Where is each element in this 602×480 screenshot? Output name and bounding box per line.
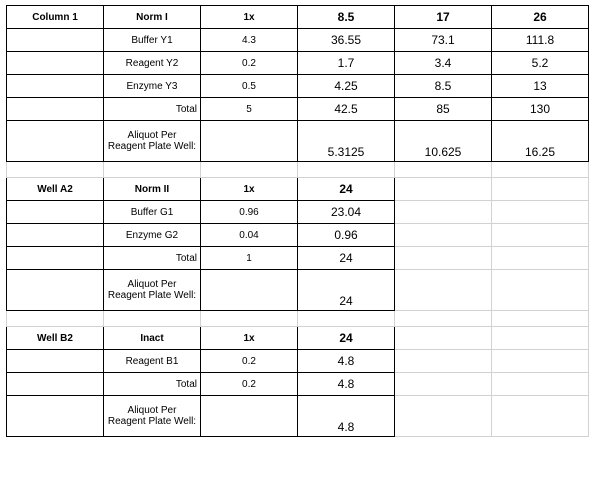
cell-empty[interactable] [201, 270, 298, 311]
cell-empty[interactable] [7, 75, 104, 98]
cell-multiplier[interactable]: 1x [201, 178, 298, 201]
cell-empty[interactable] [7, 201, 104, 224]
cell-sample-count[interactable]: 17 [395, 6, 492, 29]
cell-volume[interactable]: 24 [298, 247, 395, 270]
cell-section-label[interactable]: Well A2 [7, 178, 104, 201]
cell-empty[interactable] [395, 247, 492, 270]
cell-empty[interactable] [492, 201, 589, 224]
cell-empty[interactable] [395, 224, 492, 247]
cell-multiplier[interactable]: 1x [201, 6, 298, 29]
table-row [7, 75, 589, 98]
cell-volume[interactable]: 1 [201, 247, 298, 270]
cell-aliquot-value[interactable]: 4.8 [298, 396, 395, 437]
cell-reagent-name[interactable]: Enzyme G2 [104, 224, 201, 247]
cell-volume[interactable]: 36.55 [298, 29, 395, 52]
section2-header-row [7, 178, 589, 201]
cell-empty[interactable] [492, 311, 589, 327]
cell-section-label[interactable]: Well B2 [7, 327, 104, 350]
aliquot-row [7, 270, 589, 311]
cell-volume[interactable]: 0.2 [201, 350, 298, 373]
cell-empty[interactable] [7, 121, 104, 162]
cell-aliquot-label[interactable] [104, 396, 201, 437]
cell-empty[interactable] [395, 327, 492, 350]
aliquot-label-line1: Aliquot Per [127, 405, 177, 416]
cell-volume[interactable]: 85 [395, 98, 492, 121]
cell-reagent-name[interactable]: Enzyme Y3 [104, 75, 201, 98]
cell-empty[interactable] [492, 350, 589, 373]
cell-sample-count[interactable]: 26 [492, 6, 589, 29]
cell-aliquot-label[interactable] [104, 121, 201, 162]
cell-empty[interactable] [104, 311, 201, 327]
cell-volume[interactable]: 0.96 [298, 224, 395, 247]
cell-total-label[interactable]: Total [104, 247, 201, 270]
cell-empty[interactable] [492, 224, 589, 247]
cell-section-label[interactable]: Column 1 [7, 6, 104, 29]
cell-sample-count[interactable]: 24 [298, 327, 395, 350]
cell-volume[interactable]: 4.8 [298, 373, 395, 396]
aliquot-label-line2: Reagent Plate Well: [107, 141, 197, 152]
cell-volume[interactable]: 1.7 [298, 52, 395, 75]
cell-empty[interactable] [395, 373, 492, 396]
cell-empty[interactable] [395, 396, 492, 437]
cell-empty[interactable] [492, 162, 589, 178]
cell-empty[interactable] [7, 98, 104, 121]
cell-empty[interactable] [395, 270, 492, 311]
cell-empty[interactable] [492, 247, 589, 270]
cell-empty[interactable] [298, 162, 395, 178]
table-row [7, 29, 589, 52]
cell-aliquot-label[interactable] [104, 270, 201, 311]
total-row [7, 98, 589, 121]
table-row [7, 224, 589, 247]
total-row [7, 247, 589, 270]
cell-volume[interactable]: 0.5 [201, 75, 298, 98]
cell-empty[interactable] [492, 396, 589, 437]
cell-volume[interactable]: 73.1 [395, 29, 492, 52]
cell-empty[interactable] [395, 162, 492, 178]
cell-volume[interactable]: 23.04 [298, 201, 395, 224]
cell-volume[interactable]: 5.2 [492, 52, 589, 75]
cell-norm-name[interactable]: Norm II [104, 178, 201, 201]
cell-empty[interactable] [395, 311, 492, 327]
cell-empty[interactable] [7, 270, 104, 311]
cell-norm-name[interactable]: Norm I [104, 6, 201, 29]
cell-volume[interactable]: 0.2 [201, 52, 298, 75]
cell-empty[interactable] [201, 396, 298, 437]
cell-aliquot-value[interactable]: 24 [298, 270, 395, 311]
cell-empty[interactable] [7, 311, 104, 327]
total-row [7, 373, 589, 396]
cell-sample-count[interactable]: 8.5 [298, 6, 395, 29]
cell-volume[interactable]: 4.3 [201, 29, 298, 52]
cell-total-label[interactable]: Total [104, 98, 201, 121]
cell-volume[interactable]: 111.8 [492, 29, 589, 52]
cell-empty[interactable] [7, 350, 104, 373]
aliquot-row [7, 396, 589, 437]
cell-empty[interactable] [492, 373, 589, 396]
aliquot-label-line2: Reagent Plate Well: [107, 416, 197, 427]
cell-volume[interactable]: 5 [201, 98, 298, 121]
cell-volume[interactable]: 13 [492, 75, 589, 98]
cell-aliquot-value[interactable]: 10.625 [395, 121, 492, 162]
cell-empty[interactable] [7, 247, 104, 270]
cell-empty[interactable] [201, 311, 298, 327]
table-row [7, 52, 589, 75]
cell-empty[interactable] [7, 162, 104, 178]
cell-empty[interactable] [492, 270, 589, 311]
cell-aliquot-value[interactable]: 16.25 [492, 121, 589, 162]
cell-reagent-name[interactable]: Buffer Y1 [104, 29, 201, 52]
cell-empty[interactable] [492, 327, 589, 350]
cell-empty[interactable] [395, 201, 492, 224]
section3-header-row [7, 327, 589, 350]
cell-empty[interactable] [104, 162, 201, 178]
table-row [7, 201, 589, 224]
cell-empty[interactable] [7, 52, 104, 75]
cell-sample-count[interactable]: 24 [298, 178, 395, 201]
aliquot-label-line1: Aliquot Per [127, 130, 177, 141]
cell-volume[interactable]: 0.04 [201, 224, 298, 247]
cell-volume[interactable]: 42.5 [298, 98, 395, 121]
cell-volume[interactable]: 130 [492, 98, 589, 121]
spacer-row [7, 311, 589, 327]
aliquot-row [7, 121, 589, 162]
cell-empty[interactable] [7, 396, 104, 437]
cell-aliquot-value[interactable]: 5.3125 [298, 121, 395, 162]
cell-empty[interactable] [7, 29, 104, 52]
spreadsheet-grid [6, 5, 589, 437]
cell-volume[interactable]: 4.8 [298, 350, 395, 373]
cell-total-label[interactable]: Total [104, 373, 201, 396]
cell-volume[interactable]: 0.96 [201, 201, 298, 224]
cell-empty[interactable] [492, 178, 589, 201]
aliquot-label-line1: Aliquot Per [127, 279, 177, 290]
cell-empty[interactable] [7, 224, 104, 247]
cell-empty[interactable] [201, 121, 298, 162]
cell-empty[interactable] [201, 162, 298, 178]
cell-volume[interactable]: 4.25 [298, 75, 395, 98]
cell-empty[interactable] [298, 311, 395, 327]
table-row [7, 350, 589, 373]
cell-volume[interactable]: 3.4 [395, 52, 492, 75]
cell-volume[interactable]: 0.2 [201, 373, 298, 396]
cell-reagent-name[interactable]: Reagent B1 [104, 350, 201, 373]
cell-empty[interactable] [7, 373, 104, 396]
cell-empty[interactable] [395, 350, 492, 373]
spacer-row [7, 162, 589, 178]
cell-multiplier[interactable]: 1x [201, 327, 298, 350]
cell-norm-name[interactable]: Inact [104, 327, 201, 350]
cell-reagent-name[interactable]: Reagent Y2 [104, 52, 201, 75]
cell-empty[interactable] [395, 178, 492, 201]
cell-volume[interactable]: 8.5 [395, 75, 492, 98]
section1-header-row [7, 6, 589, 29]
aliquot-label-line2: Reagent Plate Well: [107, 290, 197, 301]
cell-reagent-name[interactable]: Buffer G1 [104, 201, 201, 224]
